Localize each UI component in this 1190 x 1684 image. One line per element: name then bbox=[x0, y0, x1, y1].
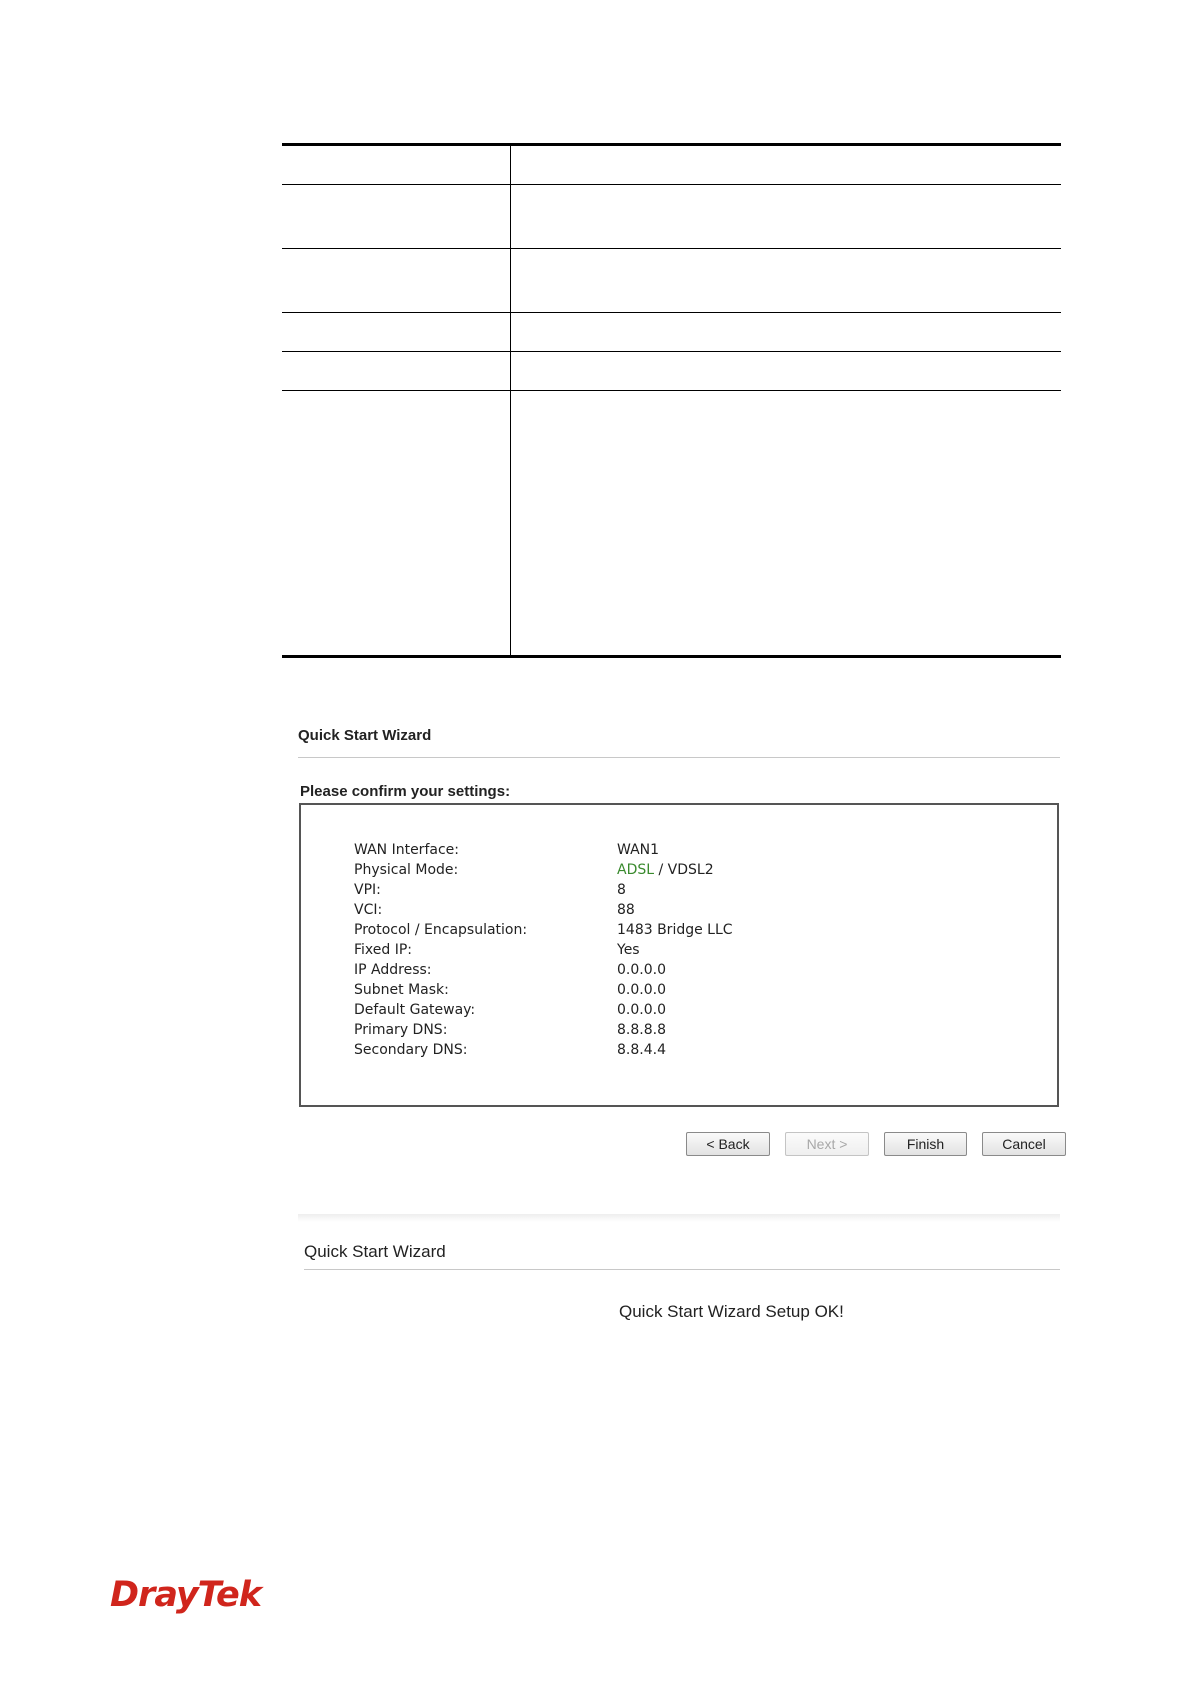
setting-label: Default Gateway: bbox=[354, 1002, 476, 1018]
setting-value: WAN1 bbox=[617, 842, 660, 858]
table-cell bbox=[511, 145, 1062, 185]
setting-label: WAN Interface: bbox=[354, 842, 459, 858]
setting-value: Yes bbox=[617, 942, 640, 958]
setting-label: VPI: bbox=[354, 882, 381, 898]
table-cell bbox=[511, 249, 1062, 313]
vdsl-mode-value: / VDSL2 bbox=[654, 862, 714, 878]
table-cell bbox=[511, 391, 1062, 657]
cancel-button[interactable]: Cancel bbox=[982, 1132, 1066, 1156]
title-divider bbox=[298, 757, 1060, 758]
table-cell bbox=[511, 352, 1062, 391]
draytek-logo: DrayTek bbox=[110, 1575, 262, 1615]
table-cell bbox=[282, 313, 511, 352]
setting-value: 1483 Bridge LLC bbox=[617, 922, 733, 938]
setting-label: Subnet Mask: bbox=[354, 982, 449, 998]
setting-label: VCI: bbox=[354, 902, 383, 918]
table-row bbox=[282, 313, 1061, 352]
table-cell bbox=[282, 185, 511, 249]
setting-label: Primary DNS: bbox=[354, 1022, 448, 1038]
title-divider bbox=[304, 1269, 1060, 1270]
table-cell bbox=[282, 352, 511, 391]
setting-value: 0.0.0.0 bbox=[617, 982, 666, 998]
table-cell bbox=[511, 185, 1062, 249]
setting-value: 88 bbox=[617, 902, 635, 918]
panel-top-shadow bbox=[298, 1214, 1060, 1222]
setting-label: IP Address: bbox=[354, 962, 432, 978]
finish-button[interactable]: Finish bbox=[884, 1132, 967, 1156]
table-row bbox=[282, 352, 1061, 391]
setting-value: 8 bbox=[617, 882, 626, 898]
table-row bbox=[282, 249, 1061, 313]
next-button[interactable]: Next > bbox=[785, 1132, 869, 1156]
table-cell bbox=[511, 313, 1062, 352]
table-cell bbox=[282, 249, 511, 313]
adsl-mode-value: ADSL bbox=[617, 862, 655, 878]
table-row bbox=[282, 391, 1061, 657]
setting-value: 8.8.4.4 bbox=[617, 1042, 666, 1058]
setting-value: 0.0.0.0 bbox=[617, 1002, 666, 1018]
wizard-title: Quick Start Wizard bbox=[298, 727, 432, 744]
setting-label: Fixed IP: bbox=[354, 942, 413, 958]
wizard-title: Quick Start Wizard bbox=[304, 1242, 446, 1261]
setting-value: 8.8.8.8 bbox=[617, 1022, 666, 1038]
table-cell bbox=[282, 145, 511, 185]
table-row bbox=[282, 145, 1061, 185]
table-cell bbox=[282, 391, 511, 657]
setup-ok-message: Quick Start Wizard Setup OK! bbox=[619, 1302, 844, 1321]
setting-value: 0.0.0.0 bbox=[617, 962, 666, 978]
back-button[interactable]: < Back bbox=[686, 1132, 770, 1156]
table-row bbox=[282, 185, 1061, 249]
confirm-heading: Please confirm your settings: bbox=[300, 783, 511, 800]
setting-label: Protocol / Encapsulation: bbox=[354, 922, 528, 938]
setting-value bbox=[617, 862, 714, 878]
settings-summary-box bbox=[299, 803, 1059, 1107]
parameter-table bbox=[282, 143, 1061, 658]
setting-label: Secondary DNS: bbox=[354, 1042, 468, 1058]
setting-label: Physical Mode: bbox=[354, 862, 459, 878]
